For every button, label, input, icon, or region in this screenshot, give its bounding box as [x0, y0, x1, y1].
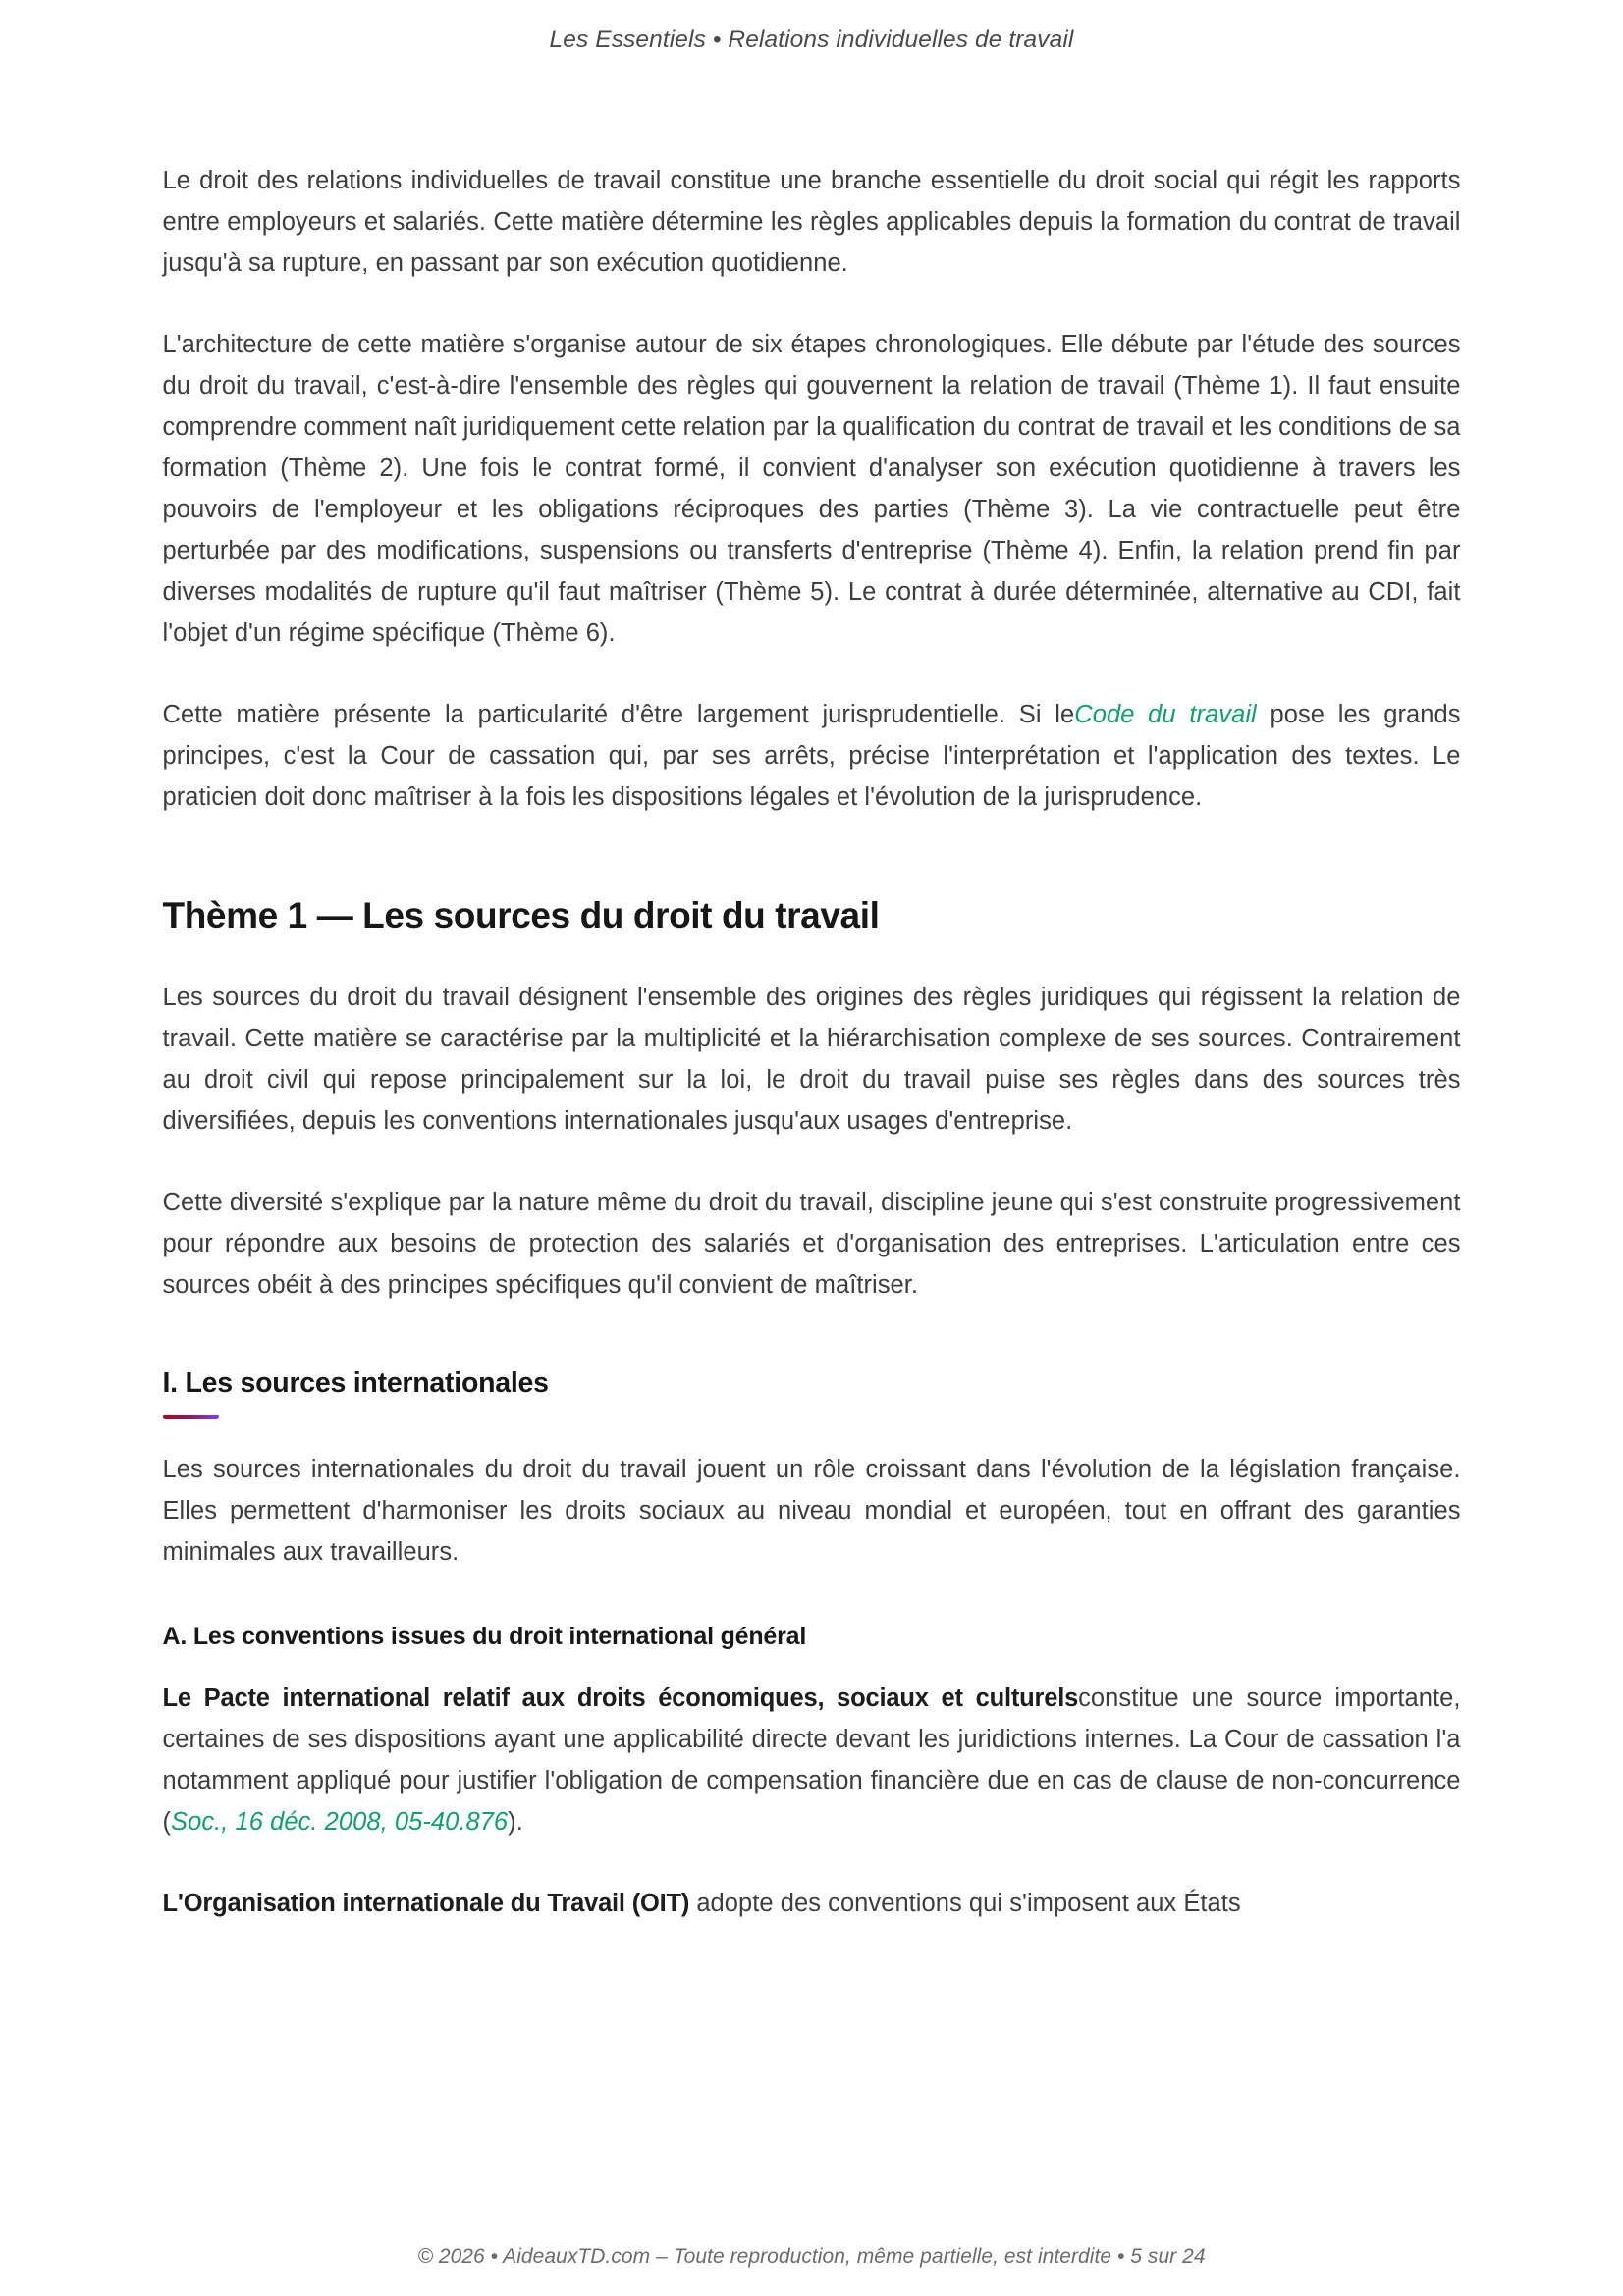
- pacte-body-text-1: constitue une source importante, certaines de ses dispositions ayant une applicabilité directe devant les juridictions internes. La Cour de cassation l'a notamment appliqué pour justifier l'obligation de compensation financière due en cas de clause de non-concurrence (: [162, 1684, 1461, 1837]
- intro-paragraph-2: L'architecture de cette matière s'organise autour de six étapes chronologiques. Elle débute par l'étude des sources du droit du travail, c'est-à-dire l'ensemble des règles qui gouvernent la relation de travail (Thème 1). Il faut ensuite comprendre comment naît juridiquement cette relation par la qualification du contrat de travail et les conditions de sa formation (Thème 2). Une fois le contrat formé, il convient d'analyser son exécution quotidienne à travers les pouvoirs de l'employeur et les obligations réciproques des parties (Thème 3). La vie contractuelle peut être perturbée par des modifications, suspensions ou transferts d'entreprise (Thème 4). Enfin, la relation prend fin par diverses modalités de rupture qu'il faut maîtriser (Thème 5). Le contrat à durée déterminée, alternative au CDI, fait l'objet d'un régime spécifique (Thème 6).: [162, 331, 1461, 647]
- theme-heading: Thème 1 — Les sources du droit du travail: [162, 895, 880, 935]
- jurisprudence-citation: Soc., 16 déc. 2008, 05-40.876: [171, 1808, 509, 1837]
- intro-p3-text-before: Cette matière présente la particularité d'être largement jurisprudentielle. Si le: [162, 701, 1075, 728]
- heading-accent-rule: [163, 1415, 219, 1419]
- intro-p3-text-after: pose les grands principes, c'est la Cour de cassation qui, par ses arrêts, précise l'interprétation et l'application des textes. Le praticien doit donc maîtriser à la fois les dispositions légales et l'évolution de la jurisprudence.: [162, 701, 1461, 811]
- pacte-lead-in: Le Pacte international relatif aux droits économiques, sociaux et culturels: [162, 1684, 1079, 1713]
- theme-paragraph-2: Cette diversité s'explique par la nature même du droit du travail, discipline jeune qui s'est construite progressivement pour répondre aux besoins de protection des salariés et d'organisation des entreprises. L'articulation entre ces sources obéit à des principes spécifiques qu'il convient de maîtriser.: [162, 1189, 1461, 1300]
- section-roman-paragraph-1: Les sources internationales du droit du travail jouent un rôle croissant dans l'évolution de la législation française. Elles permettent d'harmoniser les droits sociaux au niveau mondial et européen, tout en offrant des garanties minimales aux travailleurs.: [162, 1456, 1461, 1567]
- pacte-body-text-2: ).: [508, 1808, 523, 1837]
- page-content: [163, 54, 1461, 2245]
- section-heading-alpha-a: A. Les conventions issues du droit international général: [162, 1623, 807, 1651]
- theme-paragraph-1: Les sources du droit du travail désignent l'ensemble des origines des règles juridiques qui régissent la relation de travail. Cette matière se caractérise par la multiplicité et la hiérarchisation complexe de ses sources. Contrairement au droit civil qui repose principalement sur la loi, le droit du travail puise ses règles dans des sources très diversifiées, depuis les conventions internationales jusqu'aux usages d'entreprise.: [162, 984, 1461, 1136]
- running-header: Les Essentiels • Relations individuelles de travail: [549, 27, 1074, 53]
- oit-lead-in: L'Organisation internationale du Travail (OIT): [162, 1890, 690, 1918]
- intro-paragraph-3: [163, 694, 1461, 818]
- code-du-travail-reference: Code du travail: [1074, 701, 1257, 728]
- running-footer: © 2026 • AideauxTD.com – Toute reproduction, même partielle, est interdite • 5 sur 24: [417, 2245, 1206, 2268]
- intro-paragraph-1: Le droit des relations individuelles de travail constitue une branche essentielle du droit social qui régit les rapports entre employeurs et salariés. Cette matière détermine les règles applicables depuis la formation du contrat de travail jusqu'à sa rupture, en passant par son exécution quotidienne.: [162, 167, 1461, 277]
- pacte-paragraph: [163, 1678, 1461, 1842]
- section-heading-roman-i: I. Les sources internationales: [162, 1367, 549, 1400]
- oit-body-text: adopte des conventions qui s'imposent aux États: [689, 1890, 1241, 1918]
- oit-paragraph: [163, 1883, 1461, 1924]
